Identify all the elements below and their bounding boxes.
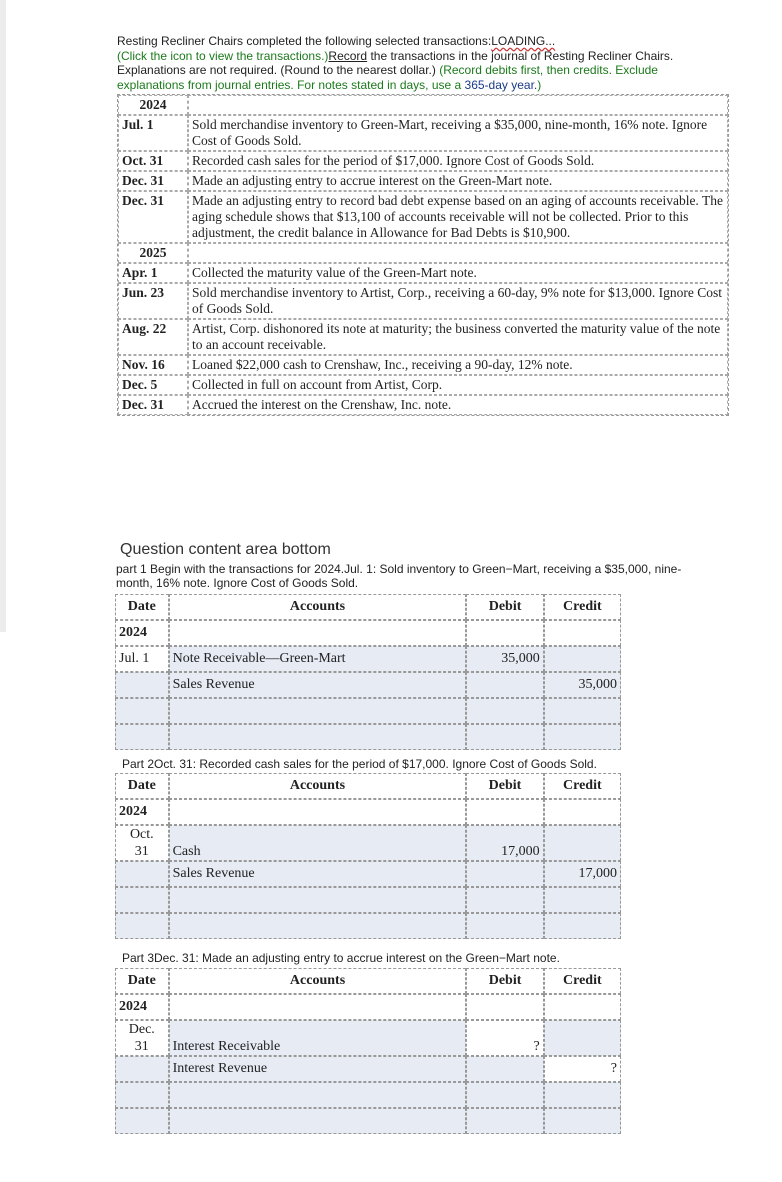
debit-input[interactable] [466, 1108, 543, 1134]
debit-input[interactable] [466, 861, 543, 887]
table-row [115, 825, 621, 861]
month-label: Oct. [129, 827, 154, 842]
intro-text [117, 34, 729, 92]
day-label: 31 [134, 844, 149, 859]
transaction-text [188, 243, 728, 263]
debit-input[interactable] [466, 698, 543, 724]
date-cell [115, 861, 169, 887]
table-row [115, 1108, 621, 1134]
year-cell: 2024 [115, 799, 169, 825]
transaction-text: Recorded cash sales for the period of $17,000. Ignore Cost of Goods Sold. [188, 151, 728, 171]
transaction-text: Artist, Corp. dishonored its note at maturity; the business converted the maturity value of the note to an account receivable. [188, 319, 728, 355]
credit-input[interactable] [544, 698, 621, 724]
journal-table-2 [115, 773, 621, 939]
transaction-row [118, 263, 728, 283]
credit-input[interactable] [544, 913, 621, 939]
transaction-date: Jul. 1 [118, 115, 188, 151]
transaction-text: Sold merchandise inventory to Green-Mart, receiving a $35,000, nine-month, 16% note. Ignore Cost of Goods Sold. [188, 115, 728, 151]
intro-line2: the transactions in the journal of Resting Recliner Chairs. [367, 48, 674, 63]
transaction-date: Dec. 5 [118, 375, 188, 395]
month-label: Dec. [128, 1022, 155, 1037]
credit-input[interactable] [544, 887, 621, 913]
account-input[interactable] [169, 913, 467, 939]
transaction-date: Apr. 1 [118, 263, 188, 283]
account-input[interactable]: Sales Revenue [169, 672, 467, 698]
table-row [115, 913, 621, 939]
transactions-table [117, 94, 729, 416]
date-cell [115, 672, 169, 698]
date-cell [115, 698, 169, 724]
table-row [115, 887, 621, 913]
debit-input[interactable]: 35,000 [466, 646, 543, 672]
view-transactions-link[interactable]: (Click the icon to view the transactions.) [117, 48, 329, 63]
problem-area [117, 34, 729, 416]
journal-header [115, 594, 621, 620]
date-cell [115, 1082, 169, 1108]
journal-header [115, 968, 621, 994]
transaction-row [118, 151, 728, 171]
transaction-text: Collected in full on account from Artist, Corp. [188, 375, 728, 395]
credit-input[interactable] [544, 1020, 621, 1056]
account-input[interactable]: Cash [169, 825, 467, 861]
transaction-date: Oct. 31 [118, 151, 188, 171]
journal-header [115, 773, 621, 799]
transaction-text: Loaned $22,000 cash to Crenshaw, Inc., receiving a 90-day, 12% note. [188, 355, 728, 375]
credit-input[interactable]: ? [544, 1056, 621, 1082]
transaction-date: Dec. 31 [118, 191, 188, 243]
debit-input[interactable] [466, 1082, 543, 1108]
date-cell [115, 1108, 169, 1134]
debit-header: Debit [466, 968, 543, 994]
intro-close: ) [537, 77, 542, 92]
table-row [115, 698, 621, 724]
account-input[interactable]: Interest Receivable [169, 1020, 467, 1056]
transaction-text: Made an adjusting entry to accrue interest on the Green-Mart note. [188, 171, 728, 191]
transaction-row [118, 115, 728, 151]
credit-input[interactable] [544, 724, 621, 750]
account-input[interactable] [169, 887, 467, 913]
table-row [115, 724, 621, 750]
year-row [115, 620, 621, 646]
debit-input[interactable] [466, 672, 543, 698]
credit-input[interactable] [544, 646, 621, 672]
debit-input[interactable] [466, 887, 543, 913]
credit-header: Credit [544, 594, 621, 620]
account-input[interactable]: Interest Revenue [169, 1056, 467, 1082]
part1-instructions: part 1 Begin with the transactions for 2024.Jul. 1: Sold inventory to Green−Mart, receiving a $35,000, nine-month, 16% note. Ignore Cost of Goods Sold. [116, 562, 682, 590]
transaction-date: Nov. 16 [118, 355, 188, 375]
account-input[interactable] [169, 1082, 467, 1108]
credit-input[interactable]: 17,000 [544, 861, 621, 887]
year-row [115, 994, 621, 1020]
left-sidebar-edge [0, 0, 6, 632]
intro-instruction: (Record debits first, then credits. Exclude [435, 63, 658, 77]
year-row [115, 799, 621, 825]
year-cell: 2024 [115, 994, 169, 1020]
account-input[interactable] [169, 724, 467, 750]
account-input[interactable]: Note Receivable—Green-Mart [169, 646, 467, 672]
year-row [118, 95, 728, 115]
day-year-link[interactable]: 365-day year. [464, 77, 538, 92]
transaction-text: Accrued the interest on the Crenshaw, Inc. note. [188, 395, 728, 415]
debit-input[interactable]: 17,000 [466, 825, 543, 861]
date-header: Date [115, 594, 169, 620]
intro-instruction-cont: explanations from journal entries. For notes stated in days, use a [117, 77, 465, 92]
year-cell: 2024 [115, 620, 169, 646]
intro-line1: Resting Recliner Chairs completed the following selected transactions: [117, 34, 492, 48]
table-row [115, 1082, 621, 1108]
account-input[interactable]: Sales Revenue [169, 861, 467, 887]
credit-input[interactable] [544, 1082, 621, 1108]
transaction-row [118, 191, 728, 243]
transaction-row [118, 319, 728, 355]
date-header: Date [115, 968, 169, 994]
journal-table-1 [115, 594, 621, 750]
date-cell [115, 825, 169, 861]
debit-header: Debit [466, 773, 543, 799]
transaction-text: Sold merchandise inventory to Artist, Corp., receiving a 60-day, 9% note for $13,000. Ignore Cost of Goods Sold. [188, 283, 728, 319]
transaction-date: Dec. 31 [118, 171, 188, 191]
debit-input[interactable] [466, 913, 543, 939]
record-word: Record [328, 48, 368, 63]
table-row [115, 646, 621, 672]
table-row [115, 1056, 621, 1082]
transaction-date: Aug. 22 [118, 319, 188, 355]
transaction-row [118, 171, 728, 191]
transaction-text: Collected the maturity value of the Green-Mart note. [188, 263, 728, 283]
transaction-row [118, 355, 728, 375]
credit-input[interactable] [544, 825, 621, 861]
credit-input[interactable] [544, 1108, 621, 1134]
date-cell: Jul. 1 [115, 646, 169, 672]
part2-instructions: Part 2Oct. 31: Recorded cash sales for the period of $17,000. Ignore Cost of Goods Sold. [122, 757, 597, 771]
date-cell [115, 913, 169, 939]
debit-header: Debit [466, 594, 543, 620]
table-row [115, 1020, 621, 1056]
question-heading: Question content area bottom [120, 541, 331, 558]
transaction-date: Dec. 31 [118, 395, 188, 415]
credit-header: Credit [544, 968, 621, 994]
date-cell [115, 724, 169, 750]
credit-header: Credit [544, 773, 621, 799]
transaction-row [118, 375, 728, 395]
day-label: 31 [134, 1039, 149, 1054]
journal-table-3 [115, 968, 621, 1134]
date-header: Date [115, 773, 169, 799]
transaction-date: Jun. 23 [118, 283, 188, 319]
accounts-header: Accounts [169, 773, 467, 799]
date-cell [115, 887, 169, 913]
table-row [115, 672, 621, 698]
debit-input[interactable] [466, 724, 543, 750]
loading-link[interactable]: LOADING... [491, 34, 556, 48]
transaction-row [118, 395, 728, 415]
year-row [118, 243, 728, 263]
transaction-row [118, 283, 728, 319]
debit-input[interactable] [466, 1056, 543, 1082]
year-cell: 2024 [118, 95, 188, 115]
year-cell: 2025 [118, 243, 188, 263]
debit-input[interactable]: ? [466, 1020, 543, 1056]
accounts-header: Accounts [169, 594, 467, 620]
table-row [115, 861, 621, 887]
date-cell [115, 1056, 169, 1082]
account-input[interactable] [169, 1108, 467, 1134]
date-cell [115, 1020, 169, 1056]
account-input[interactable] [169, 698, 467, 724]
transaction-text [188, 95, 728, 115]
accounts-header: Accounts [169, 968, 467, 994]
part3-instructions: Part 3Dec. 31: Made an adjusting entry to accrue interest on the Green−Mart note. [122, 951, 560, 965]
intro-line3: Explanations are not required. (Round to the nearest dollar.) [117, 63, 436, 77]
transaction-text: Made an adjusting entry to record bad debt expense based on an aging of accounts receivable. The aging schedule shows that $13,100 of accounts receivable will not be collected. Prior to this adjustment, the credit balance in Allowance for Bad Debts is $10,900. [188, 191, 728, 243]
credit-input[interactable]: 35,000 [544, 672, 621, 698]
